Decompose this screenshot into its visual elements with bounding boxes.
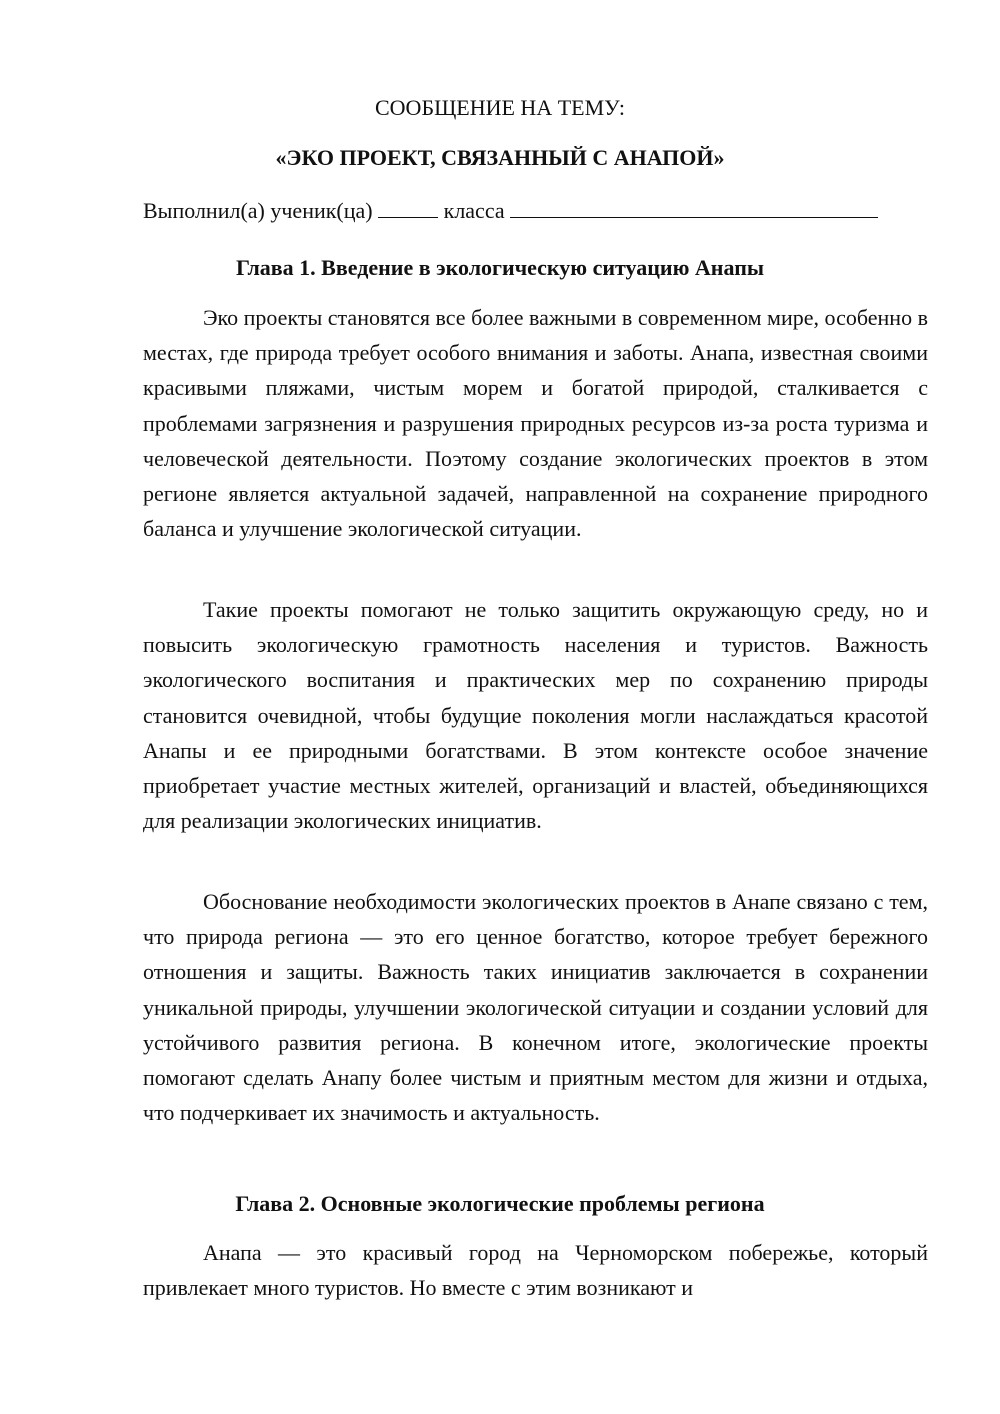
chapter-1-paragraph-2: Такие проекты помогают не только защитить окружающую среду, но и повысить экологическую грамотность населения и туристов. Важность экологического воспитания и практических мер по сохранению природы становится очевидной, чтобы будущие поколения могли наслаждаться красотой Анапы и ее природными богатствами. В этом контексте особое значение приобретает участие местных жителей, организаций и властей, объединяющихся для реализации экологических инициатив. bbox=[143, 597, 928, 834]
chapter-1-heading: Глава 1. Введение в экологическую ситуацию Анапы bbox=[235, 255, 765, 280]
name-blank bbox=[510, 197, 878, 218]
author-middle: класса bbox=[443, 198, 505, 223]
document-title-main: «ЭКО ПРОЕКТ, СВЯЗАННЫЙ С АНАПОЙ» bbox=[275, 145, 725, 170]
author-line bbox=[143, 196, 933, 226]
chapter-1-paragraph-3: Обоснование необходимости экологических проектов в Анапе связано с тем, что природа региона — это его ценное богатство, которое требует бережного отношения и защиты. Важность таких инициатив заключается в сохранении уникальной природы, улучшении экологической ситуации и создании условий для устойчивого развития региона. В конечном итоге, экологические проекты помогают сделать Анапу более чистым и приятным местом для жизни и отдыха, что подчеркивает их значимость и актуальность. bbox=[143, 889, 928, 1126]
chapter-1-paragraph-1: Эко проекты становятся все более важными в современном мире, особенно в местах, где природа требует особого внимания и заботы. Анапа, известная своими красивыми пляжами, чистым морем и богатой природой, сталкивается с проблемами загрязнения и разрушения природных ресурсов из-за роста туризма и человеческой деятельности. Поэтому создание экологических проектов в этом регионе является актуальной задачей, направленной на сохранение природного баланса и улучшение экологической ситуации. bbox=[143, 305, 928, 542]
chapter-2-heading: Глава 2. Основные экологические проблемы региона bbox=[235, 1191, 765, 1216]
document-title-topic: СООБЩЕНИЕ НА ТЕМУ: bbox=[375, 95, 625, 120]
grade-blank bbox=[378, 197, 438, 218]
author-prefix: Выполнил(а) ученик(ца) bbox=[143, 198, 373, 223]
chapter-2-paragraph-1: Анапа — это красивый город на Черноморском побережье, который привлекает много туристов. Но вместе с этим возникают и bbox=[143, 1240, 928, 1301]
